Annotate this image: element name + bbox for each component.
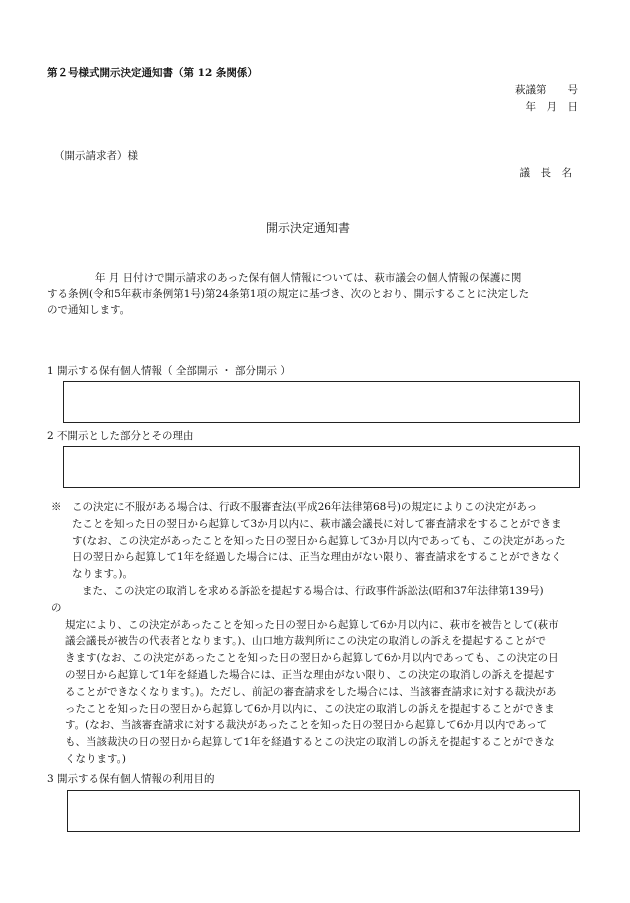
section3-label: 3 開示する保有個人情報の利用目的	[47, 773, 215, 785]
notice-line: 規定により、この決定があったことを知った日の翌日から起算して6か月以内に、萩市を被告として(萩市	[65, 618, 559, 631]
notice-line: たことを知った日の翌日から起算して3か月以内に、萩市議会議長に対して審査請求をすることができま	[72, 517, 562, 530]
notice-line: ※ この決定に不服がある場合は、行政不服審査法(平成26年法律第68号)の規定によりこの決定があっ	[51, 501, 538, 513]
notice-line: ったことを知った日の翌日から起算して6か月以内に、この決定の取消しの訴えを提起することができま	[65, 702, 555, 715]
intro-line: する条例(令和5年萩市条例第1号)第24条第1項の規定に基づき、次のとおり、開示することに決定した	[47, 288, 530, 300]
notice-line: くなります。)	[65, 752, 127, 765]
section3-box	[67, 790, 580, 832]
notice-line: す(なお、この決定があったことを知った日の翌日から起算して3か月以内であっても、この決定があった	[72, 534, 566, 547]
notice-line: きます(なお、この決定があったことを知った日の翌日から起算して6か月以内であっても、この決定の日	[65, 652, 559, 665]
form-label: 第２号様式開示決定通知書（第 12 条関係）	[47, 67, 258, 79]
chair-name: 議 長 名	[519, 167, 572, 179]
intro-line: 年 月 日付けで開示請求のあった保有個人情報については、萩市議会の個人情報の保護に関	[95, 272, 522, 284]
addressee: （開示請求者）様	[54, 150, 138, 162]
document-date: 年 月 日	[525, 101, 578, 113]
notice-line: の	[51, 601, 62, 614]
notice-line: も、当該裁決の日の翌日から起算して1年を経過するとこの決定の取消しの訴えを提起することができな	[65, 736, 555, 749]
section2-label: 2 不開示とした部分とその理由	[47, 430, 194, 442]
notice-line: す。(なお、当該審査請求に対する裁決があったことを知った日の翌日から起算して6か月以内であって	[65, 719, 548, 732]
notice-line: 日の翌日から起算して1年を経過した場合には、正当な理由がない限り、審査請求をすることができなく	[72, 551, 562, 564]
document-title: 開示決定通知書	[266, 221, 351, 235]
intro-paragraph	[47, 270, 529, 318]
notice-line: 議会議長が被告の代表者となります。)、山口地方裁判所にこの決定の取消しの訴えを提起することがで	[65, 635, 547, 648]
document-number: 萩議第 号	[515, 84, 578, 96]
notice-paragraph	[51, 499, 596, 768]
section2-box	[63, 446, 580, 488]
section1-box	[63, 381, 580, 423]
notice-line: の翌日から起算して1年を経過した場合には、正当な理由がない限り、この決定の取消しの訴えを提起す	[65, 668, 555, 681]
notice-line: なります。)。	[72, 568, 134, 581]
section1-label: 1 開示する保有個人情報（ 全部開示 ・ 部分開示 ）	[47, 365, 291, 377]
notice-line: また、この決定の取消しを求める訴訟を提起する場合は、行政事件訴訟法(昭和37年法律第139号)	[82, 584, 544, 597]
intro-line: ので通知します。	[47, 304, 131, 316]
notice-line: ることができなくなります。)。ただし、前記の審査請求をした場合には、当該審査請求に対する裁決があ	[65, 685, 557, 698]
